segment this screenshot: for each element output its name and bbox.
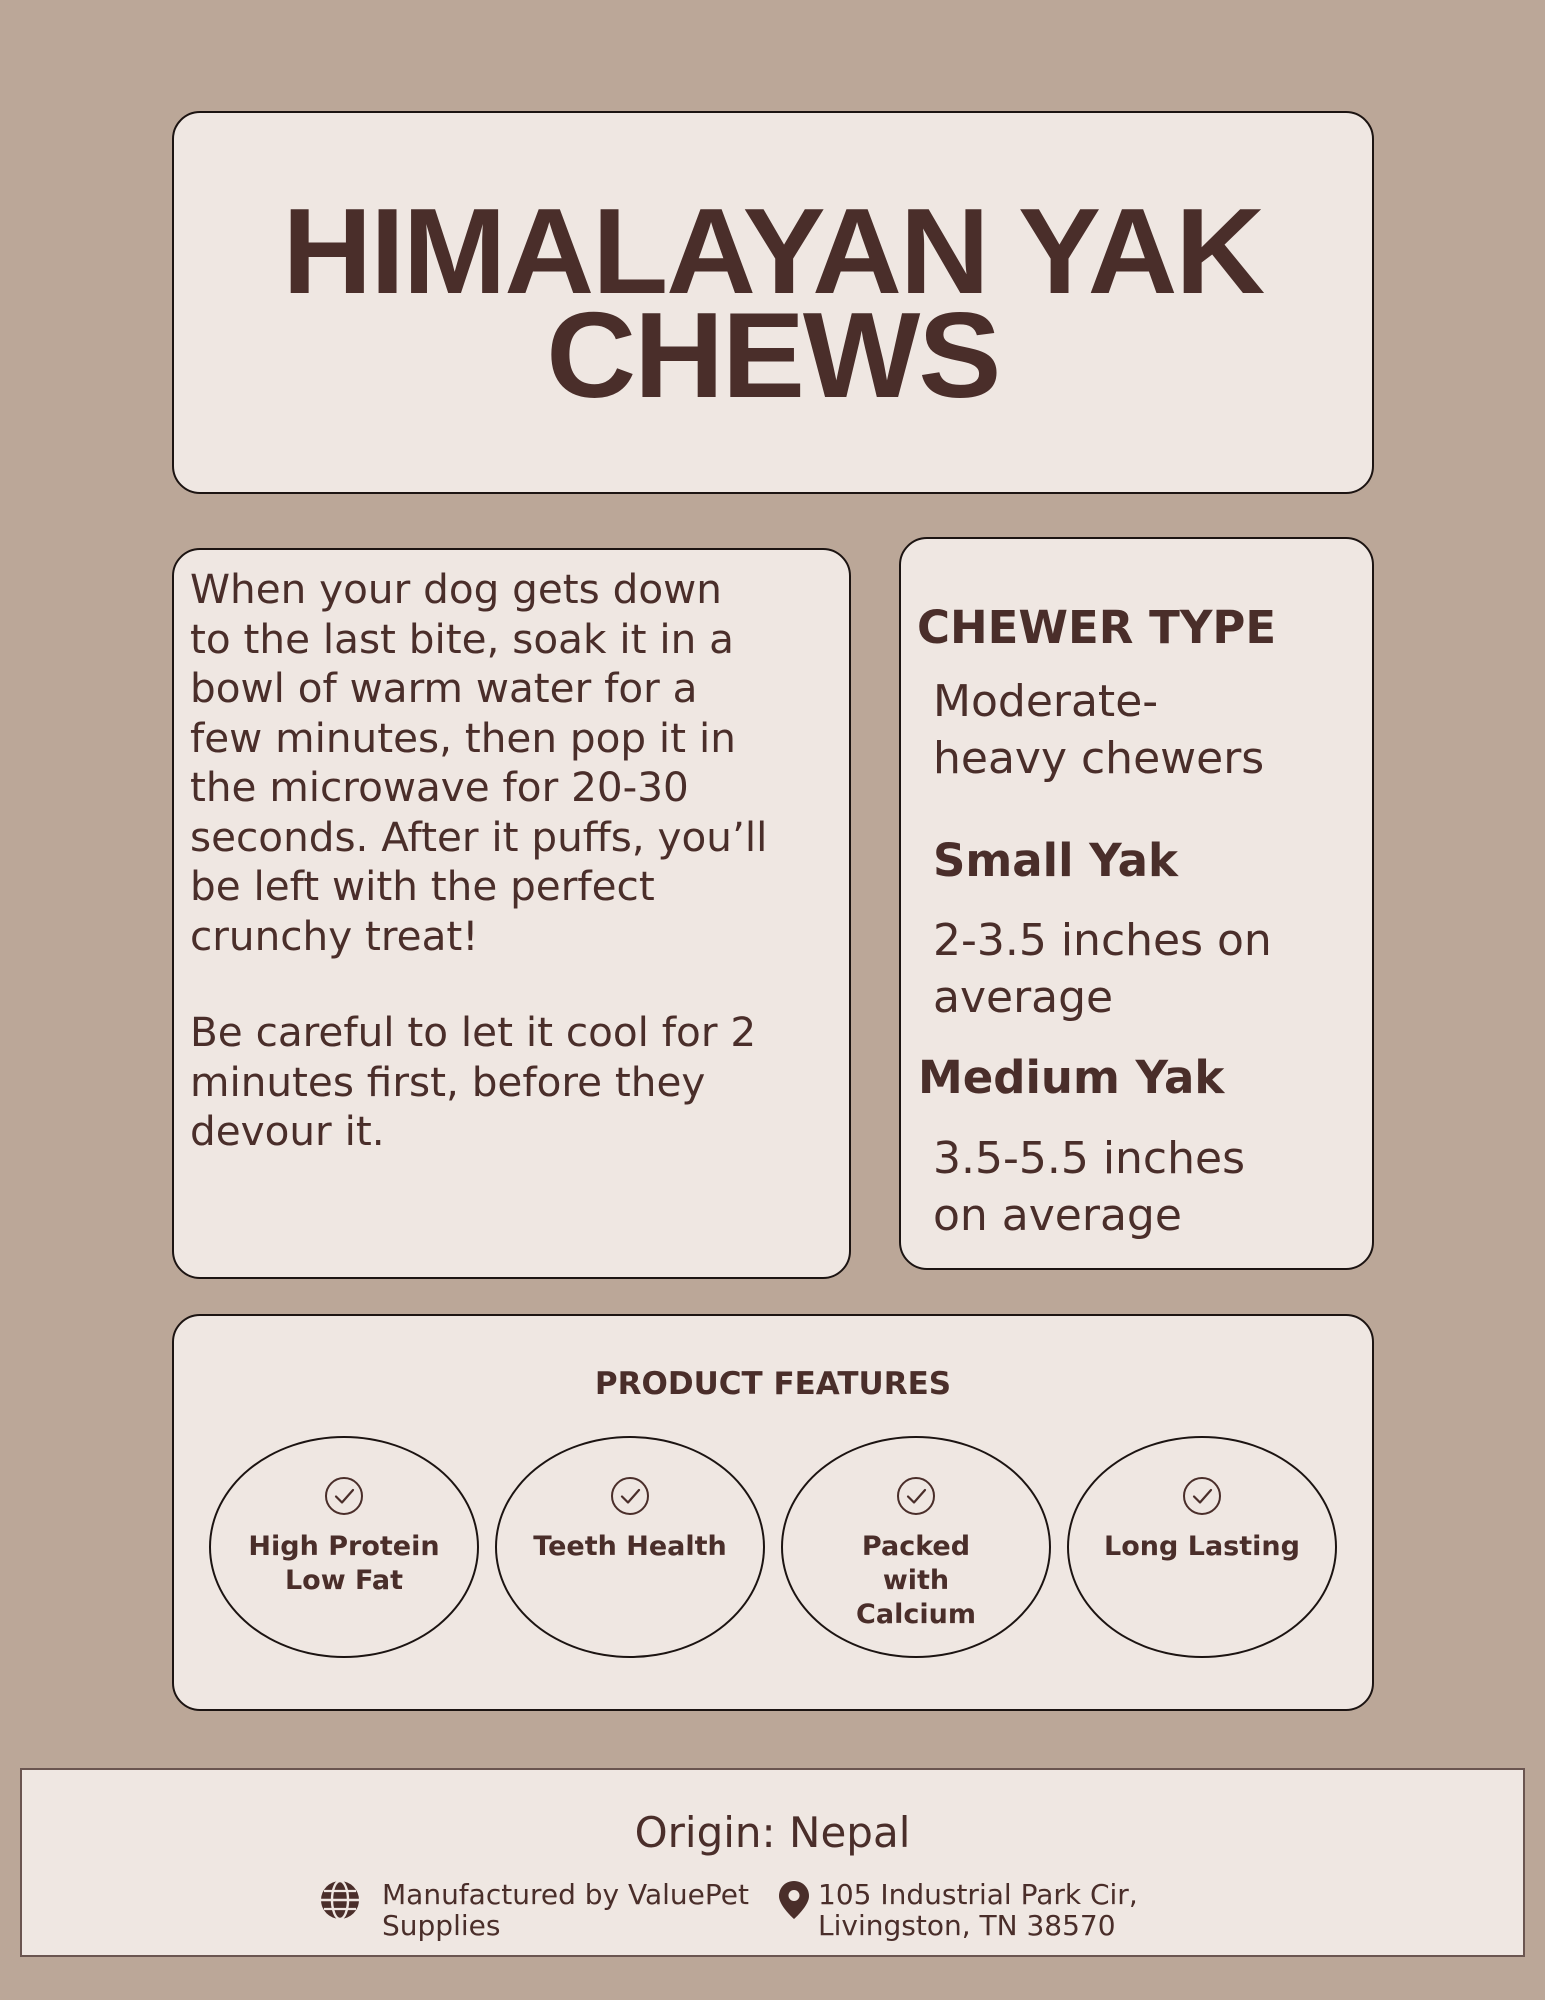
chewer-info-card <box>899 537 1374 1270</box>
feature-label <box>507 1530 753 1564</box>
manufacturer-text: Manufactured by ValuePet Supplies <box>382 1878 749 1942</box>
location-pin-icon <box>777 1880 811 1920</box>
small-yak-heading: Small Yak <box>933 834 1178 887</box>
check-circle-icon <box>896 1476 936 1516</box>
address-text: 105 Industrial Park Cir, Livingston, TN 38570 <box>818 1878 1138 1942</box>
title-card <box>172 111 1374 494</box>
feature-label-line-1: Teeth Health <box>533 1531 727 1562</box>
product-features-card <box>172 1314 1374 1711</box>
globe-icon <box>318 1878 362 1922</box>
feature-calcium <box>781 1436 1051 1658</box>
feature-teeth-health <box>495 1436 765 1658</box>
feature-label-line-1: High Protein <box>248 1531 440 1562</box>
footer <box>20 1768 1525 1957</box>
feature-label-line-1: Long Lasting <box>1104 1531 1300 1562</box>
product-features-heading: PRODUCT FEATURES <box>594 1366 952 1402</box>
check-circle-icon <box>610 1476 650 1516</box>
feature-high-protein <box>209 1436 479 1658</box>
instructions-paragraph-2: Be careful to let it cool for 2 minutes first, before they devour it. <box>190 1008 757 1155</box>
check-circle-icon <box>1182 1476 1222 1516</box>
instructions-paragraph-1: When your dog gets down to the last bite, soak it in a bowl of warm water for a few minutes, then pop it in the microwave for 20-30 seconds. After it puffs, you’ll be left with the perfect crunchy treat! <box>190 565 768 960</box>
feature-label-line-1: Packed <box>861 1531 971 1562</box>
title-line-1: HIMALAYAN YAK <box>282 182 1264 319</box>
small-yak-size: 2-3.5 inches on average <box>933 915 1272 1023</box>
medium-yak-size: 3.5-5.5 inches on average <box>933 1133 1245 1241</box>
feature-label <box>221 1530 467 1598</box>
feature-label-line-3: Calcium <box>856 1599 976 1630</box>
feature-label-line-2: Low Fat <box>284 1565 404 1596</box>
instructions-card <box>172 548 851 1279</box>
origin-text: Origin: Nepal <box>634 1808 911 1857</box>
page-title <box>282 182 1264 423</box>
feature-long-lasting <box>1067 1436 1337 1658</box>
chewer-type-value: Moderate- heavy chewers <box>933 676 1265 784</box>
medium-yak-heading: Medium Yak <box>918 1051 1225 1104</box>
chewer-type-heading: CHEWER TYPE <box>917 601 1277 654</box>
check-circle-icon <box>324 1476 364 1516</box>
title-line-2: CHEWS <box>546 286 1000 423</box>
feature-label <box>1079 1530 1325 1564</box>
feature-label <box>793 1530 1039 1632</box>
feature-label-line-2: with <box>882 1565 950 1596</box>
